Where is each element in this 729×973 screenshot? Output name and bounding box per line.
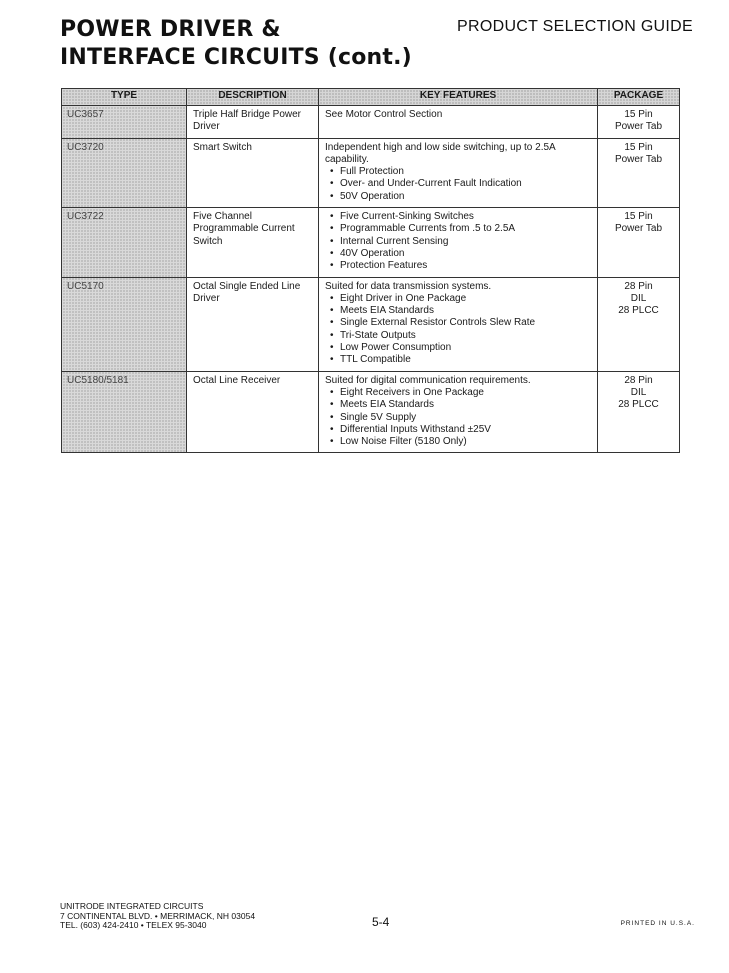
- cell-package: [598, 208, 680, 277]
- features-list: [325, 211, 591, 272]
- feature-item: • Protection Features: [325, 260, 591, 272]
- features-intro: Suited for digital communication requirements.: [325, 374, 531, 386]
- col-header-type: TYPE: [62, 89, 187, 106]
- cell-package: [598, 106, 680, 139]
- cell-description: Octal Single Ended Line Driver: [187, 277, 319, 371]
- cell-description: Smart Switch: [187, 138, 319, 207]
- product-table: [61, 88, 680, 453]
- table-row: [62, 277, 680, 371]
- cell-description: Octal Line Receiver: [187, 371, 319, 453]
- col-header-key-features: KEY FEATURES: [319, 89, 598, 106]
- feature-item: • Single 5V Supply: [325, 412, 591, 424]
- table-row: [62, 371, 680, 453]
- page-title: [60, 16, 412, 72]
- feature-item: • Single External Resistor Controls Slew Rate: [325, 317, 591, 329]
- features-list: [325, 387, 591, 448]
- col-header-package: PACKAGE: [598, 89, 680, 106]
- package-line: Power Tab: [614, 121, 663, 133]
- package-line: Power Tab: [614, 223, 663, 235]
- package-line: Power Tab: [614, 153, 663, 165]
- package-line: 15 Pin: [624, 109, 653, 120]
- feature-item: • Internal Current Sensing: [325, 236, 591, 248]
- cell-key-features: [319, 106, 598, 139]
- feature-item: • Meets EIA Standards: [325, 305, 591, 317]
- package-line: DIL: [630, 292, 647, 304]
- feature-item: • 40V Operation: [325, 248, 591, 260]
- cell-key-features: [319, 371, 598, 453]
- title-line-1: POWER DRIVER &: [60, 17, 281, 42]
- features-list: [325, 166, 591, 203]
- feature-item: • Full Protection: [325, 166, 591, 178]
- cell-package: [598, 138, 680, 207]
- feature-item: • Programmable Currents from .5 to 2.5A: [325, 223, 591, 235]
- cell-key-features: [319, 208, 598, 277]
- table-row: [62, 138, 680, 207]
- package-line: 28 PLCC: [618, 305, 659, 317]
- footer-street: 7 CONTINENTAL BLVD. • MERRIMACK, NH 03054: [60, 910, 256, 921]
- cell-package: [598, 371, 680, 453]
- table-row: [62, 208, 680, 277]
- cell-description: Triple Half Bridge Power Driver: [187, 106, 319, 139]
- page-number: 5-4: [372, 915, 390, 929]
- cell-key-features: [319, 277, 598, 371]
- package-line: DIL: [630, 386, 647, 398]
- feature-item: • Low Power Consumption: [325, 342, 591, 354]
- feature-item: • TTL Compatible: [325, 354, 591, 366]
- package-line: 15 Pin: [624, 211, 653, 223]
- package-line: 28 PLCC: [618, 399, 659, 411]
- printed-in-label: PRINTED IN U.S.A.: [620, 920, 695, 927]
- feature-item: • Over- and Under-Current Fault Indication: [325, 178, 591, 190]
- cell-type: UC5180/5181: [62, 371, 187, 453]
- col-header-description: DESCRIPTION: [187, 89, 319, 106]
- cell-package: [598, 277, 680, 371]
- feature-item: • 50V Operation: [325, 191, 591, 203]
- footer-company: UNITRODE INTEGRATED CIRCUITS: [60, 901, 204, 911]
- features-intro: Independent high and low side switching, up to 2.5A capability.: [325, 141, 556, 165]
- footer-phone: TEL. (603) 424-2410 • TELEX 95-3040: [60, 920, 207, 930]
- section-label: PRODUCT SELECTION GUIDE: [457, 18, 693, 35]
- feature-item: • Eight Receivers in One Package: [325, 387, 591, 399]
- cell-key-features: [319, 138, 598, 207]
- feature-item: • Five Current-Sinking Switches: [325, 211, 591, 223]
- table-row: [62, 106, 680, 139]
- feature-item: • Low Noise Filter (5180 Only): [325, 436, 591, 448]
- cell-type: UC5170: [62, 277, 187, 371]
- cell-type: UC3720: [62, 138, 187, 207]
- table-header-row: [62, 89, 680, 106]
- package-line: 28 Pin: [624, 374, 653, 386]
- footer-address: [60, 902, 255, 931]
- feature-item: • Tri-State Outputs: [325, 330, 591, 342]
- feature-item: • Meets EIA Standards: [325, 399, 591, 411]
- cell-description: Five Channel Programmable Current Switch: [187, 208, 319, 277]
- cell-type: UC3657: [62, 106, 187, 139]
- package-line: 15 Pin: [624, 141, 653, 153]
- features-intro: See Motor Control Section: [325, 109, 443, 120]
- cell-type: UC3722: [62, 208, 187, 277]
- feature-item: • Eight Driver in One Package: [325, 293, 591, 305]
- title-line-2: INTERFACE CIRCUITS (cont.): [60, 45, 412, 70]
- package-line: 28 Pin: [624, 280, 653, 292]
- feature-item: • Differential Inputs Withstand ±25V: [325, 424, 591, 436]
- features-list: [325, 293, 591, 367]
- features-intro: Suited for data transmission systems.: [325, 280, 492, 292]
